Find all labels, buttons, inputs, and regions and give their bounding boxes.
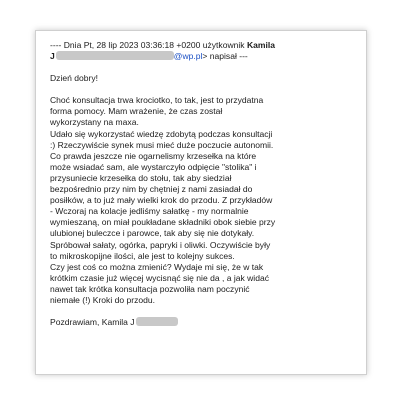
quote-header-suffix: > napisał ---	[202, 51, 248, 62]
signoff-text: Pozdrawiam, Kamila J	[50, 317, 135, 328]
body-line: wymieszaną, on miał poukładane składniki obok siebie przy	[50, 217, 276, 228]
greeting: Dzień dobry!	[50, 73, 98, 84]
sender-first-name: Kamila	[246, 40, 275, 50]
body-line: bezpośrednio przy nim by chętniej z nami zasiadał do	[50, 184, 253, 195]
body-line: Choć konsultacja trwa krociotko, to tak, jest to przydatna	[50, 95, 264, 106]
signature	[50, 317, 356, 328]
sender-last-initial: J	[50, 51, 55, 62]
email-message-panel	[35, 30, 367, 375]
body-line: Udało się wykorzystać wiedzę zdobytą podczas konsultacji	[50, 128, 273, 139]
body-line: Spróbował sałaty, ogórka, papryki i oliwki. Oczywiście były	[50, 239, 271, 250]
quote-header-prefix: ---- Dnia Pt, 28 lip 2023 03:36:18 +0200 użytkownik	[50, 40, 247, 50]
body-line: może wsiadać sam, ale wystarczyło odpięcie "stolika" i	[50, 161, 257, 172]
body-line: Co prawda jeszcze nie ogarnelismy krzesełka na które	[50, 150, 257, 161]
body-line: nawet tak krótka konsultacja pozwoliła nam poczynić	[50, 283, 250, 294]
body-line: Czy jest coś co można zmienić? Wydaje mi się, że w tak	[50, 261, 264, 272]
paragraph-1	[50, 95, 356, 128]
body-line: to mikroskopijne ilości, ale jest to kolejny sukces.	[50, 250, 235, 261]
quote-header	[50, 40, 356, 51]
body-line: przysuniecie krzesełka do stołu, tak aby siedział	[50, 172, 232, 183]
quote-header-line2	[50, 51, 356, 62]
body-line: krótkim czasie już więcej wycisnąć się nie da , a jak widać	[50, 272, 269, 283]
body-line: posiłków, a to już mały wielki krok do przodu. Z przykładów	[50, 195, 273, 206]
paragraph-2	[50, 129, 356, 307]
redacted-surname	[136, 317, 178, 326]
body-line: wykorzystany na maxa.	[50, 117, 139, 128]
body-line: forma pomocy. Mam wrażenie, że czas został	[50, 106, 223, 117]
redacted-email-local-part	[56, 51, 174, 60]
body-line: ulubionej buleczce i parowce, tak aby się nie dotykały.	[50, 228, 255, 239]
body-line: niemałe (!) Kroki do przodu.	[50, 294, 155, 305]
sender-email-link[interactable]: @wp.pl	[173, 51, 203, 62]
body-line: - Wczoraj na kolacje jedliśmy sałatkę - my normalnie	[50, 206, 249, 217]
body-line: :) Rzeczywiście synek musi mieć duże poczucie autonomii.	[50, 139, 274, 150]
